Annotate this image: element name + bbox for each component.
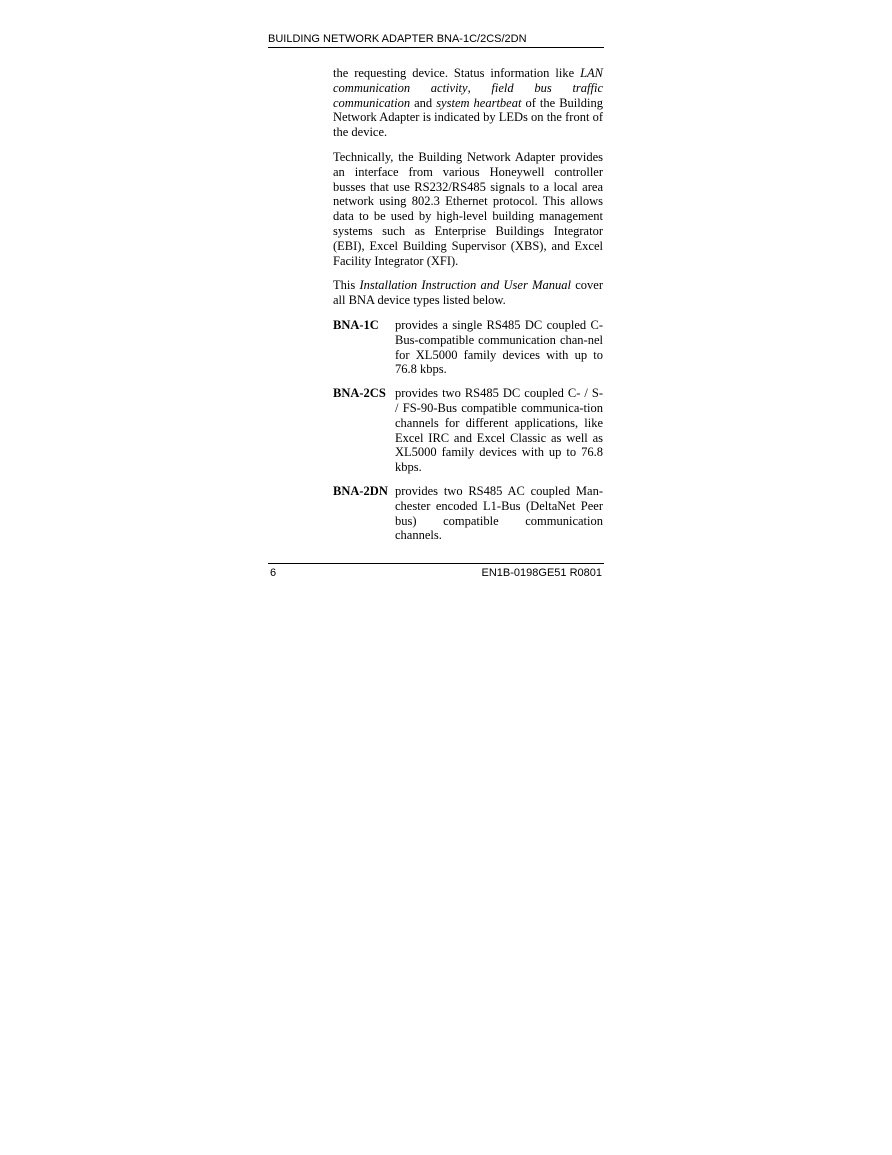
text-span: This	[333, 278, 360, 293]
italic-term: system heartbeat	[436, 95, 522, 110]
text-span: ,	[467, 80, 492, 95]
running-footer	[270, 567, 602, 579]
paragraph-technical: Technically, the Building Network Adapter provides an interface from various Honeywell controller busses that use RS232/RS485 signals to a local area network using 802.3 Ethernet protocol. This allows data to be used by high-level building management systems such as Enterprise Buildings Integrator (EBI), Excel Building Supervisor (XBS), and Excel Facility Integrator (XFI).	[333, 149, 603, 268]
device-term: BNA-1C	[333, 317, 379, 332]
italic-term: LAN communication activity	[333, 66, 603, 95]
device-description: provides a single RS485 DC coupled C-Bus-compatible communication chan-nel for XL5000 family devices with up to 76.8 kbps.	[395, 317, 603, 377]
document-code: EN1B-0198GE51 R0801	[481, 567, 602, 579]
device-entry	[333, 484, 603, 543]
text-span: of the Building Network Adapter is indicated by LEDs on the front of the device.	[333, 95, 603, 140]
page-number: 6	[270, 567, 277, 579]
device-entry	[333, 318, 603, 377]
italic-title: Installation Instruction and User Manual	[359, 278, 571, 293]
device-description: provides two RS485 AC coupled Man-chester encoded L1-Bus (DeltaNet Peer bus) compatible communication channels.	[395, 483, 603, 543]
device-entry	[333, 386, 603, 475]
device-term: BNA-2CS	[333, 386, 386, 401]
paragraph-manual-scope	[333, 278, 603, 308]
body-content	[333, 66, 603, 552]
device-description: provides two RS485 DC coupled C- / S- / FS-90-Bus compatible communica-tion channels for different applications, like Excel IRC and Excel Classic as well as XL5000 family devices with up to 76.8 kbps.	[395, 386, 603, 475]
text-span: cover all BNA device types listed below.	[333, 278, 603, 308]
text-span: and	[410, 95, 437, 110]
italic-term: field bus traffic communication	[333, 80, 603, 110]
text-span: the requesting device. Status information like	[333, 66, 581, 80]
running-header: BUILDING NETWORK ADAPTER BNA-1C/2CS/2DN	[268, 33, 604, 48]
paragraph-status-info	[333, 66, 603, 140]
device-term: BNA-2DN	[333, 483, 388, 498]
footer-divider	[268, 563, 604, 564]
